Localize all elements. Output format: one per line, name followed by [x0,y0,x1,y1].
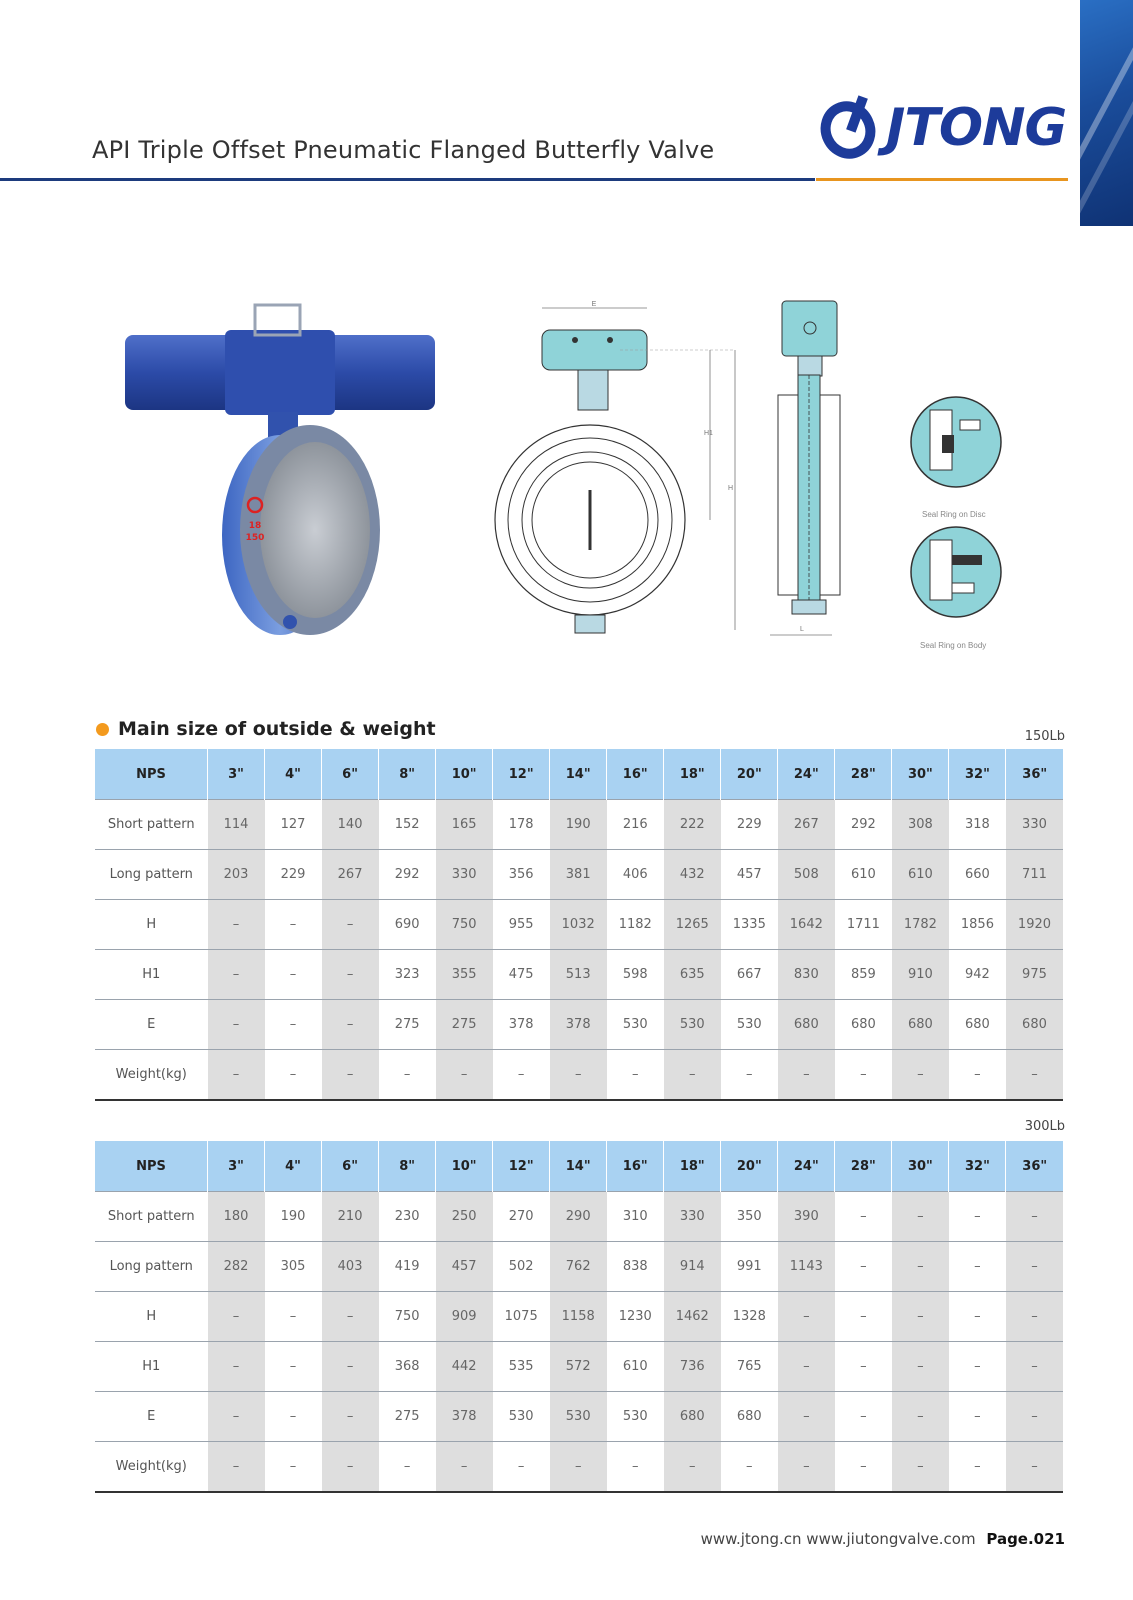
table-row [95,900,1063,950]
section-title [96,718,436,740]
table-cell: 275 [436,1000,493,1050]
nps-size-header: 36" [1006,1141,1063,1192]
nps-size-header: 32" [949,749,1006,800]
row-label: H1 [95,950,208,1000]
table-cell: 140 [322,800,379,850]
table-cell: 292 [379,850,436,900]
table-cell: 610 [835,850,892,900]
table-cell: 508 [778,850,835,900]
table-cell: – [835,1192,892,1242]
table-cell: – [835,1242,892,1292]
table-cell: – [721,1050,778,1101]
table-cell: – [379,1050,436,1101]
table-cell: – [1006,1192,1063,1242]
size-table-150lb [95,749,1063,1101]
page-title: API Triple Offset Pneumatic Flanged Butterfly Valve [92,136,715,164]
table-cell: 250 [436,1192,493,1242]
drawing-label-e: E [591,301,597,308]
table-row [95,950,1063,1000]
table-cell: 330 [664,1192,721,1242]
table-cell: 859 [835,950,892,1000]
table-cell: – [1006,1442,1063,1493]
row-label: E [95,1392,208,1442]
table-cell: – [265,1392,322,1442]
header-rule-blue [0,178,815,181]
table-cell: 680 [835,1000,892,1050]
nps-size-header: 18" [664,749,721,800]
nps-size-header: 10" [436,749,493,800]
page-number: Page.021 [986,1530,1065,1548]
table-cell: 680 [721,1392,778,1442]
table-row [95,1392,1063,1442]
nps-size-header: 28" [835,1141,892,1192]
table-row [95,800,1063,850]
table-cell: 267 [778,800,835,850]
table-cell: 635 [664,950,721,1000]
nps-size-header: 32" [949,1141,1006,1192]
table-cell: 305 [265,1242,322,1292]
table-cell: 356 [493,850,550,900]
row-label: H1 [95,1342,208,1392]
table-cell: 830 [778,950,835,1000]
table-cell: – [436,1050,493,1101]
table-cell: 530 [493,1392,550,1442]
table-row [95,1050,1063,1101]
table-cell: 127 [265,800,322,850]
drawing-label-h: H [728,485,734,492]
table-cell: – [607,1050,664,1101]
table-cell: – [265,1442,322,1493]
nps-size-header: 6" [322,749,379,800]
table-cell: 355 [436,950,493,1000]
table-row [95,1342,1063,1392]
table-cell: – [892,1050,949,1101]
seal-ring-body-detail [908,525,1008,620]
table-cell: 680 [664,1392,721,1442]
table-cell: 406 [607,850,664,900]
table-cell: 275 [379,1392,436,1442]
table-cell: 475 [493,950,550,1000]
table-cell: 1032 [550,900,607,950]
table-header-row [95,1141,1063,1192]
table-cell: – [322,1342,379,1392]
logo-text: JTONG [886,98,1067,158]
table-cell: 1642 [778,900,835,950]
table-cell: – [265,1000,322,1050]
table-cell: 680 [892,1000,949,1050]
table-cell: 368 [379,1342,436,1392]
table-cell: 308 [892,800,949,850]
table-cell: 535 [493,1342,550,1392]
table-cell: 975 [1006,950,1063,1000]
nps-size-header: 28" [835,749,892,800]
table-cell: 222 [664,800,721,850]
front-view-drawing [490,300,760,650]
table-cell: 1920 [1006,900,1063,950]
table-cell: 318 [949,800,1006,850]
table-cell: 330 [436,850,493,900]
seal-ring-body-caption: Seal Ring on Body [920,641,987,650]
table-cell: 910 [892,950,949,1000]
table-cell: 230 [379,1192,436,1242]
table-cell: 1075 [493,1292,550,1342]
table-cell: 502 [493,1242,550,1292]
nps-size-header: 20" [721,1141,778,1192]
table-cell: – [892,1442,949,1493]
table-cell: 914 [664,1242,721,1292]
nps-size-header: 24" [778,1141,835,1192]
table-row [95,1442,1063,1493]
table-cell: 210 [322,1192,379,1242]
nps-size-header: 18" [664,1141,721,1192]
nps-size-header: 16" [607,1141,664,1192]
pressure-label-150: 150Lb [1024,729,1065,744]
table-cell: – [1006,1392,1063,1442]
table-cell: – [778,1292,835,1342]
table-cell: – [208,950,265,1000]
table-cell: – [949,1292,1006,1342]
row-label: E [95,1000,208,1050]
nps-size-header: 6" [322,1141,379,1192]
table-cell: 267 [322,850,379,900]
table-cell: 736 [664,1342,721,1392]
table-cell: 750 [436,900,493,950]
nps-header: NPS [95,1141,208,1192]
table-cell: 403 [322,1242,379,1292]
nps-size-header: 4" [265,749,322,800]
header-rule-orange [816,178,1068,181]
table-cell: 942 [949,950,1006,1000]
table-cell: – [265,1050,322,1101]
table-cell: – [835,1292,892,1342]
table-cell: 530 [721,1000,778,1050]
table-cell: 282 [208,1242,265,1292]
nps-size-header: 12" [493,1141,550,1192]
table-cell: – [322,900,379,950]
table-cell: 955 [493,900,550,950]
table-cell: 310 [607,1192,664,1242]
corner-decoration [1080,0,1133,226]
table-cell: 330 [1006,800,1063,850]
nps-size-header: 24" [778,749,835,800]
table-cell: – [949,1242,1006,1292]
table-cell: 530 [607,1000,664,1050]
table-cell: 378 [493,1000,550,1050]
table-cell: 909 [436,1292,493,1342]
table-cell: 572 [550,1342,607,1392]
nps-size-header: 36" [1006,749,1063,800]
table-cell: – [835,1050,892,1101]
nps-size-header: 8" [379,749,436,800]
row-label: Weight(kg) [95,1442,208,1493]
seal-ring-disc-caption: Seal Ring on Disc [922,510,986,519]
table-header-row [95,749,1063,800]
table-cell: 667 [721,950,778,1000]
table-cell: 270 [493,1192,550,1242]
nps-size-header: 3" [208,749,265,800]
table-cell: – [949,1392,1006,1442]
table-cell: – [550,1442,607,1493]
table-cell: 610 [892,850,949,900]
table-cell: – [322,1442,379,1493]
table-cell: – [208,1292,265,1342]
row-label: H [95,1292,208,1342]
table-cell: 419 [379,1242,436,1292]
table-cell: – [778,1050,835,1101]
table-cell: – [379,1442,436,1493]
table-cell: 1856 [949,900,1006,950]
table-row [95,1000,1063,1050]
table-row [95,850,1063,900]
table-cell: 432 [664,850,721,900]
side-view-drawing [770,295,870,655]
table-cell: 660 [949,850,1006,900]
table-cell: 216 [607,800,664,850]
table-cell: 381 [550,850,607,900]
row-label: Long pattern [95,1242,208,1292]
table-cell: 457 [721,850,778,900]
table-cell: – [208,900,265,950]
table-cell: 180 [208,1192,265,1242]
pressure-label-300: 300Lb [1024,1119,1065,1134]
table-cell: 1335 [721,900,778,950]
table-cell: 350 [721,1192,778,1242]
table-cell: 292 [835,800,892,850]
table-cell: 762 [550,1242,607,1292]
valve-photo [120,300,460,650]
table-cell: 1711 [835,900,892,950]
table-cell: – [892,1342,949,1392]
table-cell: 765 [721,1342,778,1392]
nps-size-header: 30" [892,749,949,800]
row-label: H [95,900,208,950]
drawing-label-l: L [800,626,804,633]
table-cell: 680 [1006,1000,1063,1050]
drawing-label-h1: H1 [704,430,713,437]
table-cell: – [892,1242,949,1292]
table-cell: 1265 [664,900,721,950]
table-cell: – [208,1342,265,1392]
table-cell: – [322,1050,379,1101]
table-cell: – [721,1442,778,1493]
table-cell: – [493,1442,550,1493]
table-cell: – [208,1000,265,1050]
table-cell: 390 [778,1192,835,1242]
table-cell: – [322,1292,379,1342]
table-cell: – [949,1050,1006,1101]
section-title-text: Main size of outside & weight [118,718,436,740]
nps-size-header: 3" [208,1141,265,1192]
table-cell: – [436,1442,493,1493]
table-cell: 530 [664,1000,721,1050]
table-cell: – [322,950,379,1000]
nps-size-header: 10" [436,1141,493,1192]
table-cell: – [835,1342,892,1392]
badge-line-1: 18 [248,521,262,531]
jtong-logo [818,92,1066,164]
size-table-300lb [95,1141,1063,1493]
table-cell: 530 [607,1392,664,1442]
table-cell: 378 [436,1392,493,1442]
bullet-icon [96,723,109,736]
table-cell: 203 [208,850,265,900]
table-cell: 1143 [778,1242,835,1292]
table-cell: – [892,1392,949,1442]
table-cell: 378 [550,1000,607,1050]
table-cell: – [664,1442,721,1493]
badge-line-2: 150 [245,533,265,543]
table-cell: – [607,1442,664,1493]
table-cell: 1328 [721,1292,778,1342]
table-cell: – [208,1050,265,1101]
table-cell: – [208,1442,265,1493]
table-cell: – [265,1292,322,1342]
row-label: Weight(kg) [95,1050,208,1101]
table-cell: 1462 [664,1292,721,1342]
table-cell: 711 [1006,850,1063,900]
table-cell: 114 [208,800,265,850]
table-row [95,1242,1063,1292]
table-cell: 680 [949,1000,1006,1050]
nps-size-header: 14" [550,749,607,800]
seal-ring-disc-detail [908,395,1008,490]
table-cell: – [778,1392,835,1442]
table-cell: – [1006,1292,1063,1342]
footer [701,1530,1065,1548]
table-cell: – [208,1392,265,1442]
table-cell: 1782 [892,900,949,950]
nps-size-header: 4" [265,1141,322,1192]
table-cell: – [265,1342,322,1392]
nps-size-header: 12" [493,749,550,800]
table-cell: – [550,1050,607,1101]
nps-size-header: 8" [379,1141,436,1192]
table-cell: 513 [550,950,607,1000]
table-cell: 457 [436,1242,493,1292]
table-cell: 323 [379,950,436,1000]
table-cell: 190 [265,1192,322,1242]
table-cell: 750 [379,1292,436,1342]
logo-mark-icon [818,92,882,164]
table-cell: – [322,1000,379,1050]
row-label: Short pattern [95,800,208,850]
table-cell: – [664,1050,721,1101]
table-cell: 1230 [607,1292,664,1342]
table-cell: – [1006,1050,1063,1101]
table-cell: – [1006,1342,1063,1392]
table-cell: – [949,1442,1006,1493]
table-cell: 690 [379,900,436,950]
table-cell: – [835,1392,892,1442]
nps-size-header: 14" [550,1141,607,1192]
row-label: Short pattern [95,1192,208,1242]
table-cell: – [322,1392,379,1442]
nps-header: NPS [95,749,208,800]
table-cell: 838 [607,1242,664,1292]
table-cell: 991 [721,1242,778,1292]
table-cell: – [493,1050,550,1101]
table-cell: 442 [436,1342,493,1392]
row-label: Long pattern [95,850,208,900]
table-cell: 598 [607,950,664,1000]
table-cell: – [892,1292,949,1342]
table-cell: 275 [379,1000,436,1050]
table-cell: 610 [607,1342,664,1392]
nps-size-header: 16" [607,749,664,800]
nps-size-header: 20" [721,749,778,800]
table-row [95,1192,1063,1242]
table-cell: 152 [379,800,436,850]
table-cell: 1182 [607,900,664,950]
table-cell: 680 [778,1000,835,1050]
table-cell: 165 [436,800,493,850]
table-cell: – [778,1442,835,1493]
table-cell: 190 [550,800,607,850]
table-cell: 229 [265,850,322,900]
table-cell: – [949,1192,1006,1242]
table-cell: – [265,950,322,1000]
table-cell: 530 [550,1392,607,1442]
table-cell: – [835,1442,892,1493]
table-cell: 229 [721,800,778,850]
table-cell: – [892,1192,949,1242]
table-cell: 290 [550,1192,607,1242]
table-cell: – [778,1342,835,1392]
footer-websites: www.jtong.cn www.jiutongvalve.com [700,1530,976,1548]
table-cell: – [1006,1242,1063,1292]
table-row [95,1292,1063,1342]
nps-size-header: 30" [892,1141,949,1192]
table-cell: – [265,900,322,950]
table-cell: 1158 [550,1292,607,1342]
table-cell: – [949,1342,1006,1392]
table-cell: 178 [493,800,550,850]
